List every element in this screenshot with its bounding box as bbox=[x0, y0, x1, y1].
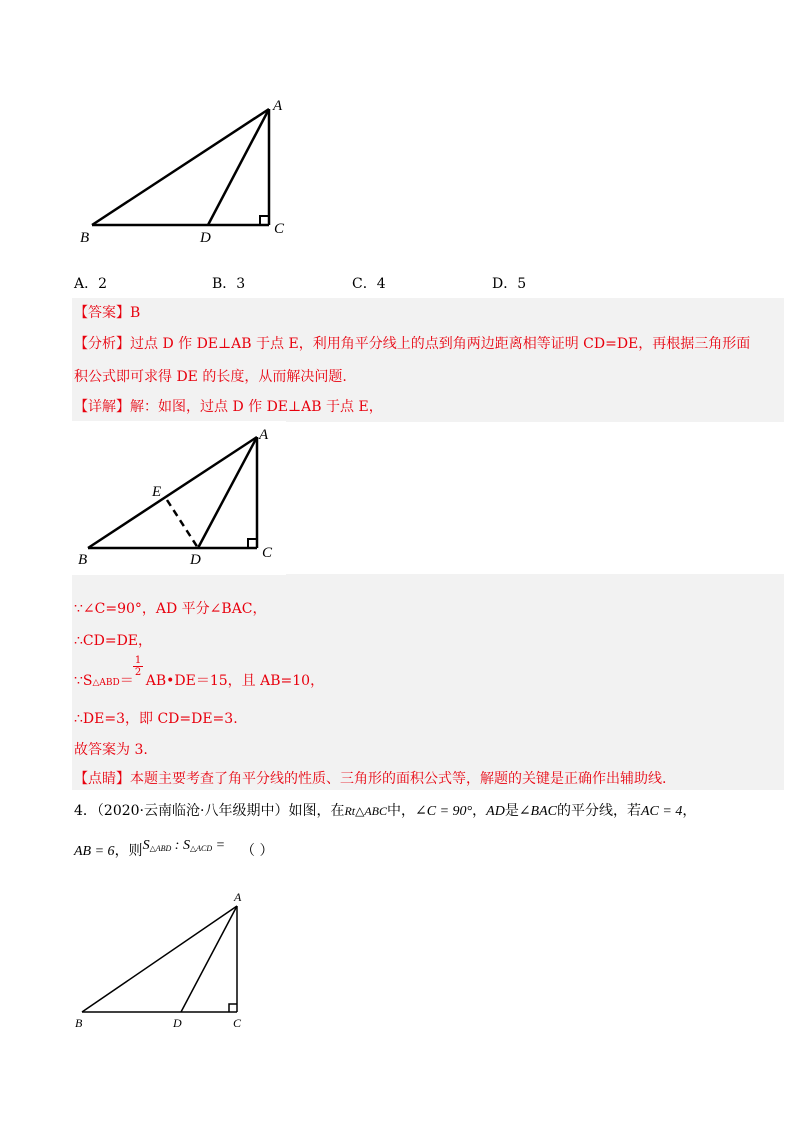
vertex-a-label-2: A bbox=[259, 427, 269, 443]
vertex-a-label-3: A bbox=[234, 890, 242, 904]
vertex-e-label-2: E bbox=[152, 484, 162, 500]
question-text-mid: 中， bbox=[387, 803, 416, 819]
question-comma: ， bbox=[472, 803, 487, 819]
question-number: 4． bbox=[74, 803, 97, 819]
step-3-sub: △ABD bbox=[92, 678, 120, 688]
vertex-c-label-2: C bbox=[262, 545, 273, 561]
step-3 bbox=[74, 670, 324, 690]
question-text-end: ， bbox=[682, 803, 697, 819]
comment-text: 本题主要考查了角平分线的性质、三角形的面积公式等，解题的关键是正确作出辅助线. bbox=[130, 771, 667, 787]
math-ad: AD bbox=[486, 804, 505, 819]
math-s1: S bbox=[142, 838, 150, 853]
option-a: A．2 bbox=[74, 276, 108, 292]
math-ac: AC = 4 bbox=[640, 804, 683, 819]
comment-tag: 【点睛】 bbox=[74, 771, 130, 787]
answer-value: B bbox=[130, 305, 141, 321]
step-3-rest: AB•DE＝15，且 AB=10， bbox=[145, 673, 325, 689]
question-text-is: 是 bbox=[504, 803, 519, 819]
math-rt-abc: Rt△ABC bbox=[344, 804, 388, 818]
option-b: B．3 bbox=[212, 276, 246, 292]
math-angle-c: ∠C = 90° bbox=[415, 804, 473, 819]
figure-triangle-3 bbox=[72, 888, 262, 1033]
answer-tag: 【答案】 bbox=[74, 305, 130, 321]
vertex-b-label-3: B bbox=[75, 1016, 83, 1030]
math-s2: S bbox=[182, 838, 190, 853]
fraction-half bbox=[133, 655, 143, 679]
answer-blank: （ ） bbox=[241, 843, 274, 859]
math-sub-abd: △ABD bbox=[149, 844, 172, 853]
option-d: D．5 bbox=[492, 276, 527, 292]
vertex-c-label: C bbox=[274, 221, 285, 237]
step-4: ∴DE=3，即 CD=DE=3. bbox=[74, 711, 238, 727]
detail-text: 解：如图，过点 D 作 DE⊥AB 于点 E， bbox=[130, 399, 383, 415]
math-sub-acd: △ACD bbox=[189, 844, 213, 853]
vertex-a-label: A bbox=[273, 98, 283, 114]
vertex-d-label-3: D bbox=[173, 1016, 182, 1030]
step-3-eq: ＝ bbox=[119, 673, 134, 689]
analysis-line-2: 积公式即可求得 DE 的长度，从而解决问题. bbox=[74, 369, 347, 385]
math-angle-bac: ∠BAC bbox=[518, 804, 557, 819]
vertex-d-label-2: D bbox=[190, 552, 201, 568]
question-text-bisector: 的平分线，若 bbox=[556, 803, 641, 819]
option-c: C．4 bbox=[352, 276, 386, 292]
question-text-then: ，则 bbox=[114, 843, 143, 859]
step-2: ∴CD=DE， bbox=[74, 633, 153, 649]
vertex-b-label: B bbox=[80, 230, 90, 246]
vertex-d-label: D bbox=[200, 230, 211, 246]
step-3-prefix: ∵S bbox=[74, 673, 93, 689]
question-4-line-2 bbox=[74, 840, 274, 860]
step-5: 故答案为 3. bbox=[74, 742, 148, 758]
math-colon: : bbox=[171, 838, 183, 853]
analysis-tag: 【分析】 bbox=[74, 336, 130, 352]
fraction-numerator: 1 bbox=[134, 655, 142, 666]
comment-line bbox=[74, 768, 666, 788]
step-1: ∵∠C=90°，AD 平分∠BAC， bbox=[74, 601, 267, 617]
math-ab: AB = 6 bbox=[74, 844, 115, 859]
vertex-c-label-3: C bbox=[233, 1016, 242, 1030]
question-source: （2020·云南临沧·八年级期中）如图，在 bbox=[96, 803, 345, 819]
analysis-line-1 bbox=[74, 333, 750, 353]
detail-line bbox=[74, 396, 383, 416]
figure-triangle-1 bbox=[76, 95, 296, 250]
math-eq: = bbox=[212, 838, 226, 853]
figure-triangle-2 bbox=[72, 421, 286, 575]
detail-tag: 【详解】 bbox=[74, 399, 130, 415]
answer-line bbox=[74, 302, 140, 322]
question-4-line-1 bbox=[74, 800, 696, 820]
analysis-text-1: 过点 D 作 DE⊥AB 于点 E，利用角平分线上的点到角两边距离相等证明 CD=DE，再根据三角形面 bbox=[130, 336, 751, 352]
fraction-denominator: 2 bbox=[134, 667, 142, 678]
vertex-b-label-2: B bbox=[78, 552, 88, 568]
